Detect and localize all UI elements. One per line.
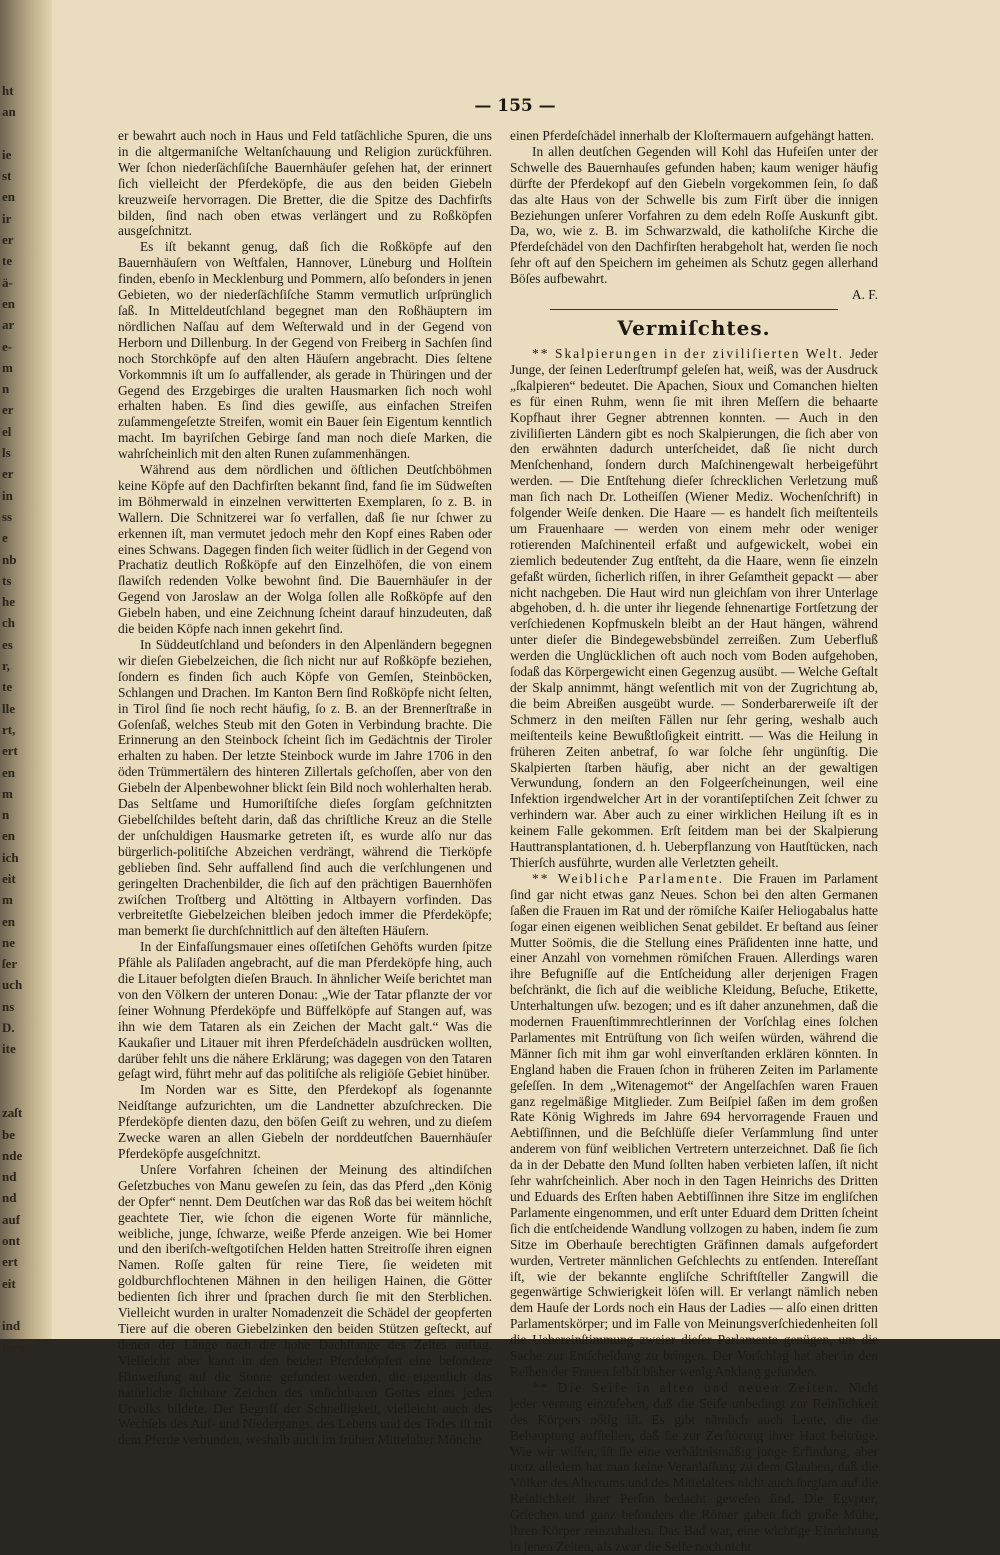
- right-column: [510, 128, 878, 1555]
- margin-fragment: st: [2, 168, 12, 184]
- news-item: [510, 346, 878, 871]
- previous-page-fragments: [2, 80, 48, 1358]
- margin-fragment: m: [2, 359, 13, 375]
- paragraph: Während aus dem nördlichen und öſtlichen Deutſchböhmen keine Köpfe auf den Dachfirſten bekannt ſind, fand ſie im Südweſten im Böhmerwald in einzelnen verwitterten Exemplaren, ſo z. B. in Wallern. Die Schnitzerei war ſo verfallen, daß ſie nur ſchwer zu erkennen iſt, man vermutet jedoch mehr den Kopf eines Raben oder eines Schwans. Dagegen finden ſich weiter ſüdlich in der Gegend von Prachatiz deutlich Roßköpfe auf den Einzelhöfen, die von einem ſlawiſch redenden Volke bewohnt ſind. Die Bauernhäuſer in der Gegend von Jaroslaw an der Wolga ſollen alle Roßköpfe auf den Giebeln haben, und eine Zeichnung ſcheint darauf hinzudeuten, daß die beiden Köpfe nach innen gekehrt ſind.: [118, 462, 492, 637]
- margin-fragment: ar: [2, 317, 15, 333]
- margin-fragment: nde: [2, 1147, 23, 1163]
- paragraph: In Süddeutſchland und beſonders in den Alpenländern begegnen wir dieſen Giebelzeichen, die ſich nicht nur auf Roßköpfe beziehen, ſondern es finden ſich auch Köpfe von Gemſen, Steinböcken, Schlangen und Drachen. Im Kanton Bern ſind Roßköpfe nicht ſelten, in Tirol ſind ſie noch recht häufig, ſo z. B. an der Brennerſtraße in Goſenſaß, welches Steub mit den Goten in Verbindung brachte. Die Erinnerung an den Steinbock ſcheint ſich im Gedächtnis der Tiroler erhalten zu haben. Der letzte Steinbock wurde im Jahre 1706 in den öden Trümmertälern des hinteren Zillertals geſchoſſen, aber von den Giebeln der Alpenbewohner blickt ſein Bild noch wohlerhalten herab. Das Seltſame und Humoriſtiſche dieſes ſorgſam geſchnitzten Giebelſchildes beſteht darin, daß das chriſtliche Kreuz an die Stelle der unſchuldigen Hausmarke getreten iſt, es wurde alſo nur das bürgerlich-politiſche Abzeichen verdrängt, während die Tierköpfe geblieben ſind. Sehr auffallend ſind auch die verſchlungenen und geringelten Drachenbilder, die ſich auf den prächtigen Bauernhöfen zwiſchen Troſtberg und Altötting in Altbayern vorfinden. Das verbreitetſte Giebelzeichen bleiben jedoch immer die Pferdeköpfe; man bemerkt ſie durchſchnittlich auf den älteſten Häuſern.: [118, 637, 492, 939]
- margin-fragment: er: [2, 232, 14, 248]
- margin-fragment: ne: [2, 934, 15, 950]
- margin-fragment: [2, 1060, 48, 1081]
- section-heading: Vermiſchtes.: [617, 315, 771, 340]
- margin-fragment: eit: [2, 870, 16, 886]
- paragraph: Im Norden war es Sitte, den Pferdekopf als ſogenannte Neidſtange aufzurichten, um die Landnetter abzuſchrecken. Die Pferdeköpfe dienten dazu, den böſen Geiſt zu wehren, und zu dieſem Zwecke waren an allen Giebeln der norddeutſchen Bauernhäuſer Pferdeköpfe ausgeſchnitzt.: [118, 1082, 492, 1161]
- news-item-text: Die Frauen im Parlament ſind gar nicht etwas ganz Neues. Schon bei den alten Germanen ſaßen die Frauen im Rat und der römiſche Kaiſer Heliogabalus hatte ſogar einen eigenen weiblichen Senat gebildet. Er beſtand aus ſeiner Mutter Soömis, die die Stellung eines Präſidenten inne hatte, und einer Anzahl von vornehmen römiſchen Frauen. Allerdings waren ihre Befugniſſe auf die Entſcheidung aller derjenigen Fragen beſchränkt, die ſich auf die weibliche Kleidung, Beſuche, Etikette, Unterhaltungen uſw. bezogen; und es iſt daher anzunehmen, daß die modernen Frauenſtimmrechtlerinnen der Vorſchlag eines ſolchen Parlamentes mit Entrüſtung von ſich weiſen würden, während die Männer ſich mit ihm gar wohl einverſtanden erklären könnten. In England haben die Frauen ſchon in früheren Zeiten im Parlamente geſeſſen. In dem „Witenagemot“ der Angelſachſen waren Frauen ganz regelmäßige Mitglieder. Zum Beiſpiel ſaßen im dem großen Rate König Wighreds im Jahre 694 hervorragende Frauen und Aebtiſſinnen, und die Beſchlüſſe dieſer Verſammlung ſind unter anderem von fünf weiblichen Vertretern unterzeichnet. Daß ſie ſich da in der Debatte den Mund ſollten haben verbieten laſſen, iſt nicht ſehr wahrſcheinlich. Aber noch in den Tagen Heinrichs des Dritten und Eduards des Erſten haben Aebtiſſinnen ihre Sitze im engliſchen Parlamente eingenommen, und erſt unter Eduard dem Dritten ſcheint ſich die entſcheidende Wandlung vollzogen zu haben, indem ſie zum Sitze im Oberhauſe berechtigten Gräfinnen damals aufgefordert wurden, Vertreter männlichen Geſchlechts zu entſenden. Intereſſant iſt, wie der bekannte engliſche Schriftſteller Zangwill die gegenwärtige Schwierigkeit löſen will. Er verlangt nämlich neben dem Hauſe der Lords noch ein Haus der Ladies — alſo einen dritten Parlamentskörper; und im Falle von Meinungsverſchiedenheiten ſoll die Uebereinſtimmung zweier dieſer Parlamente genügen, um die Sache zur Entſcheidung zu bringen. Der Vorſchlag hat aber in den Reihen der Frauen ſelbſt bisher wenig Anklang gefunden.: [510, 870, 878, 1379]
- margin-fragment: D.: [2, 1020, 15, 1036]
- margin-fragment: ert: [2, 743, 18, 759]
- news-item-lead: ** Weibliche Parlamente.: [532, 870, 733, 886]
- margin-fragment: el: [2, 423, 12, 439]
- margin-fragment: auf: [2, 1211, 21, 1227]
- margin-fragment: zaſt: [2, 1105, 23, 1121]
- margin-fragment: nb: [2, 551, 17, 567]
- margin-fragment: tern: [2, 1339, 26, 1355]
- margin-fragment: en: [2, 764, 15, 780]
- margin-fragment: er: [2, 402, 14, 418]
- margin-fragment: ä-: [2, 274, 13, 290]
- margin-fragment: r,: [2, 658, 10, 674]
- paragraph: Es iſt bekannt genug, daß ſich die Roßköpfe auf den Bauernhäuſern von Weſtfalen, Hannover, Lüneburg und Holſtein finden, ebenſo in Mecklenburg und Pommern, alſo beſonders in jenen Gebieten, wo der niederſächſiſche Stamm vermutlich urſprünglich ſaß. In Mitteldeutſchland begegnet man den Roßhäuptern im nördlichen Naſſau auf dem Weſterwald und in der Gegend von Herborn und Dillenburg. In der Gegend von Freiberg in Sachſen ſind noch Storchköpfe auf den alten Häuſern angebracht. Dies ſeltene Vorkommnis iſt um ſo auffallender, als gerade in Thüringen und der Gegend des Erzgebirges die uralten Hausmarken ſich noch wohl erhalten haben. Es ſind dies gewiſſe, aus einfachen Streifen zuſammengeſetzte Streifen, womit ein Bauer ſein Eigentum kenntlich macht. Im bayriſchen Gebirge ſand man noch dieſe Marken, die wahrſcheinlich mit den alten Runen zuſammenhängen.: [118, 239, 492, 462]
- paragraph: einen Pferdeſchädel innerhalb der Kloſtermauern aufgehängt hatten.: [510, 128, 874, 143]
- margin-fragment: [2, 123, 48, 144]
- margin-fragment: rt,: [2, 721, 16, 737]
- margin-fragment: en: [2, 913, 15, 929]
- margin-fragment: ls: [2, 445, 11, 461]
- paragraph: Unſere Vorfahren ſcheinen der Meinung des altindiſchen Geſetzbuches von Manu geweſen zu ſein, das das Pferd „den König der Opfer“ nennt. Dem Deutſchen war das Roß das bei weitem höchſt geachtete Tier, wie ſchon die eigenen Worte für männliche, weibliche, junge, ſchwarze, weiße Pferde anzeigen. Wie bei Homer und den iberiſch-weſtgotiſchen Helden hatten Streitroſſe ihren eignen Namen. Roſſe galten für reine Tiere, ſie weideten mit goldburchflochtenen Mähnen in den heiligen Hainen, die Götter bedienten ſich ihrer und ſprachen durch ſie mit den Sterblichen. Vielleicht wurden in uralter Nomadenzeit die Schädel der geopferten Tiere auf die oberen Giebelzinken den beiden Stützen geſteckt, auf denen der Länge nach die hohe Dachſtange des Zeltes auflag. Vielleicht aber kann in den beiden Pferdeköpfen eine beſondere Hinweiſung auf die Sonne gefunden werden, die eigentlich das natürliche ſichtbare Zeichen des unſichtbaren Gottes eines jeden Urvolks bildete. Der Begriff der Schnelligkeit, vielleicht auch des Wechſels des Auf- und Niedergangs, des Lebens und des Todes iſt mit dem Pferde verbunden, weshalb auch im frühen Mittelalter Mönche: [118, 1161, 492, 1448]
- margin-fragment: nd: [2, 1169, 17, 1185]
- page-number: — 155 —: [474, 96, 556, 116]
- margin-fragment: m: [2, 785, 13, 801]
- margin-fragment: en: [2, 295, 15, 311]
- margin-fragment: ir: [2, 210, 12, 226]
- margin-fragment: ind: [2, 1318, 21, 1334]
- news-item: [510, 871, 878, 1380]
- margin-fragment: ss: [2, 508, 13, 524]
- margin-fragment: te: [2, 679, 13, 695]
- paragraph: In der Einfaſſungsmauer eines oſſetiſchen Gehöfts wurden ſpitze Pfähle als Paliſaden angebracht, auf die man Pferdeköpfe hing, auch die Litauer befolgten dieſen Brauch. In ähnlicher Weiſe berichtet man von den Völkern der unteren Donau: „Wie der Tatar pflanzte der vor ſeiner Wohnung Pferdeköpfe und Büffelköpfe auf Stangen auf, was ihn wie dem Tataren als ein Zeichen der Macht galt.“ Was die Kaukaſier und Litauer mit ihren Pferdeſchädeln ausdrücken wollten, darüber fehlt uns die nähere Erklärung; was dagegen von den Tataren geſagt wird, führt mehr auf das politiſche als religiöſe Gebiet hinüber.: [118, 939, 492, 1082]
- paragraph: In allen deutſchen Gegenden will Kohl das Hufeiſen unter der Schwelle des Bauernhauſes gefunden haben; kaum weniger häufig dürfte der Pferdekopf auf den Giebeln vorgekommen ſein, ſo daß das alte Haus von der Schwelle bis zum Firſt über die innigen Beziehungen unſerer Vorfahren zu dem edeln Roſſe Auskunft gibt. Da, wo, wie z. B. im Schwarzwald, die katholiſche Kirche die Pferdeſchädel von den Dachfirſten herabgeholt hat, werden ſie noch ſehr oft auf den Speichern im geheimen als Schutz gegen allerhand Böſes aufbewahrt.: [510, 143, 878, 287]
- miscellany-articles: [510, 346, 878, 1555]
- margin-fragment: [2, 1081, 48, 1102]
- margin-fragment: ich: [2, 849, 19, 865]
- author-initials: A. F.: [851, 287, 878, 303]
- margin-fragment: en: [2, 189, 15, 205]
- margin-fragment: n: [2, 381, 10, 397]
- article-continuation: [510, 128, 878, 303]
- news-item-text: Jeder Junge, der ſeinen Lederſtrumpf geleſen hat, weiß, was der Ausdruck „ſkalpieren“ bedeutet. Die Apachen, Sioux und Comanchen hielten es für einen Ruhm, wenn ſie mit ihren Meſſern die behaarte Kopfhaut ihrer Gegner abtrennen konnten. — Auch in den ziviliſierten Ländern gibt es noch Skalpierungen, die ſich aber von den erwähnten dadurch unterſcheidet, daß ſie nicht durch Menſchenhand, ſondern durch Maſchinengewalt herbeigeführt werden. — Die Entſtehung dieſer ſchrecklichen Verletzung muß man ſich nach Dr. Lotheiſſen (Wiener Mediz. Wochenſchrift) in folgender Weiſe denken. Die Haare — es handelt ſich meiſtenteils um Frauenhaare — werden von einem mehr oder weniger rotierenden Maſchinenteil erfaßt und aufgewickelt, wobei ein ziemlich bedeutender Zug entſteht, da die Haare, wenn ſie einzeln gefaßt würden, ſicherlich riſſen, in ihrer Geſamtheit gepackt — aber nicht nachgeben. Die Haut wird nun gleichſam von ihrer Unterlage abgehoben, d. h. die unter ihr liegende ſehnenartige Fortſetzung der verſchiedenen Kopfmuskeln bleibt an der Haut hängen, während unter dieſer die Bindegewebsbündel zerreißen. Zum Ueberfluß werden die Unglücklichen oft auch noch vom Boden aufgehoben, ſodaß das Körpergewicht einen Gegenzug ausübt. — Welche Geſtalt der Skalp annimmt, hängt weſentlich mit von der Zugrichtung ab, die beim Abreißen ausgeübt wurde. — Sonderbarerweiſe iſt der Schmerz in den meiſten Fällen nur ſehr gering, weshalb auch meiſtenteils keine Bewußtloſigkeit eintritt. — Was die Heilung in früheren Zeiten anbetraf, ſo war ſolche ſehr ungünſtig. Die Skalpierten ſtarben häufig, aber nicht an der gewaltigen Verwundung, ſondern an den Folgeerſcheinungen, weil eine Infektion irgendwelcher Art in der vorantiſeptiſchen Zeit ſchwer zu verhindern war. Aber auch zu einer wirklichen Heilung iſt es in keinem Falle gekommen. Erſt ſeitdem man bei der Skalpierung Hauttransplantationen, d. h. Ueberpflanzung von Hautſtücken, nach Thierſch ausführte, wurden alle Verletzten geheilt.: [510, 345, 878, 870]
- margin-fragment: ert: [2, 1254, 18, 1270]
- margin-fragment: [2, 1294, 48, 1315]
- margin-fragment: es: [2, 636, 13, 652]
- margin-fragment: ts: [2, 572, 12, 588]
- margin-fragment: en: [2, 828, 15, 844]
- margin-fragment: ite: [2, 1041, 16, 1057]
- news-item-lead: ** Skalpierungen in der ziviliſierten Welt.: [532, 345, 850, 361]
- margin-fragment: n: [2, 807, 10, 823]
- news-item-lead: ** Die Seife in alten und neuen Zeiten.: [532, 1379, 849, 1395]
- margin-fragment: er: [2, 466, 14, 482]
- margin-fragment: in: [2, 487, 13, 503]
- margin-fragment: nd: [2, 1190, 17, 1206]
- margin-fragment: ns: [2, 998, 15, 1014]
- margin-fragment: e-: [2, 338, 13, 354]
- margin-fragment: e: [2, 530, 8, 546]
- margin-fragment: ont: [2, 1233, 21, 1249]
- margin-fragment: ie: [2, 146, 12, 162]
- left-column: [118, 128, 492, 1448]
- margin-fragment: ſer: [2, 956, 18, 972]
- margin-fragment: he: [2, 594, 15, 610]
- margin-fragment: te: [2, 253, 13, 269]
- margin-fragment: m: [2, 892, 13, 908]
- margin-fragment: ch: [2, 615, 15, 631]
- news-item: [510, 1380, 878, 1555]
- margin-fragment: an: [2, 104, 16, 120]
- margin-fragment: be: [2, 1126, 15, 1142]
- margin-fragment: uch: [2, 977, 23, 993]
- paragraph: er bewahrt auch noch in Haus und Feld tatſächliche Spuren, die uns in die altgermaniſche Weltanſchauung und Religion zurückführen. Wer ſchon niederſächſiſche Bauernhäuſer geſehen hat, der erinnert ſich vielleicht der Pferdeköpfe, die aus den beiden Giebeln kreuzweiſe hervorragen. Die Bretter, die die Spitze des Dachfirſts bilden, ſind nach oben etwas verlängert und zu Roßköpfen ausgeſchnitzt.: [118, 128, 492, 239]
- margin-fragment: lle: [2, 700, 15, 716]
- news-item-text: Nicht jeder vermag einzuſehen, daß die Seife unbedingt zur Reinlichkeit des Körpers nötig iſt. Es gibt nämlich auch Leute, die die Behauptung aufſtellen, daß ſie zur Zerſtörung ihrer Haut beitrüge. Wie wir wiſſen, iſt ſie eine verhältnismäßig junge Erfindung, aber trotz alledem hat man keine Veranlaſſung zu dem Glauben, daß die Völker des Altertums und des Mittelalters nicht auch ſorgſam auf die Reinlichkeit ihrer Perſon bedacht geweſen ſind. Die Egypter, Griechen und ganz beſonders die Römer gaben ſich große Mühe, ihren Körper reinzuhalten. Das Bad war, eine wichtige Einrichtung in jenen Zeiten, als zwar die Seife noch nicht: [510, 1379, 878, 1554]
- section-divider: [550, 309, 838, 310]
- margin-fragment: ht: [2, 83, 14, 98]
- margin-fragment: eit: [2, 1275, 16, 1291]
